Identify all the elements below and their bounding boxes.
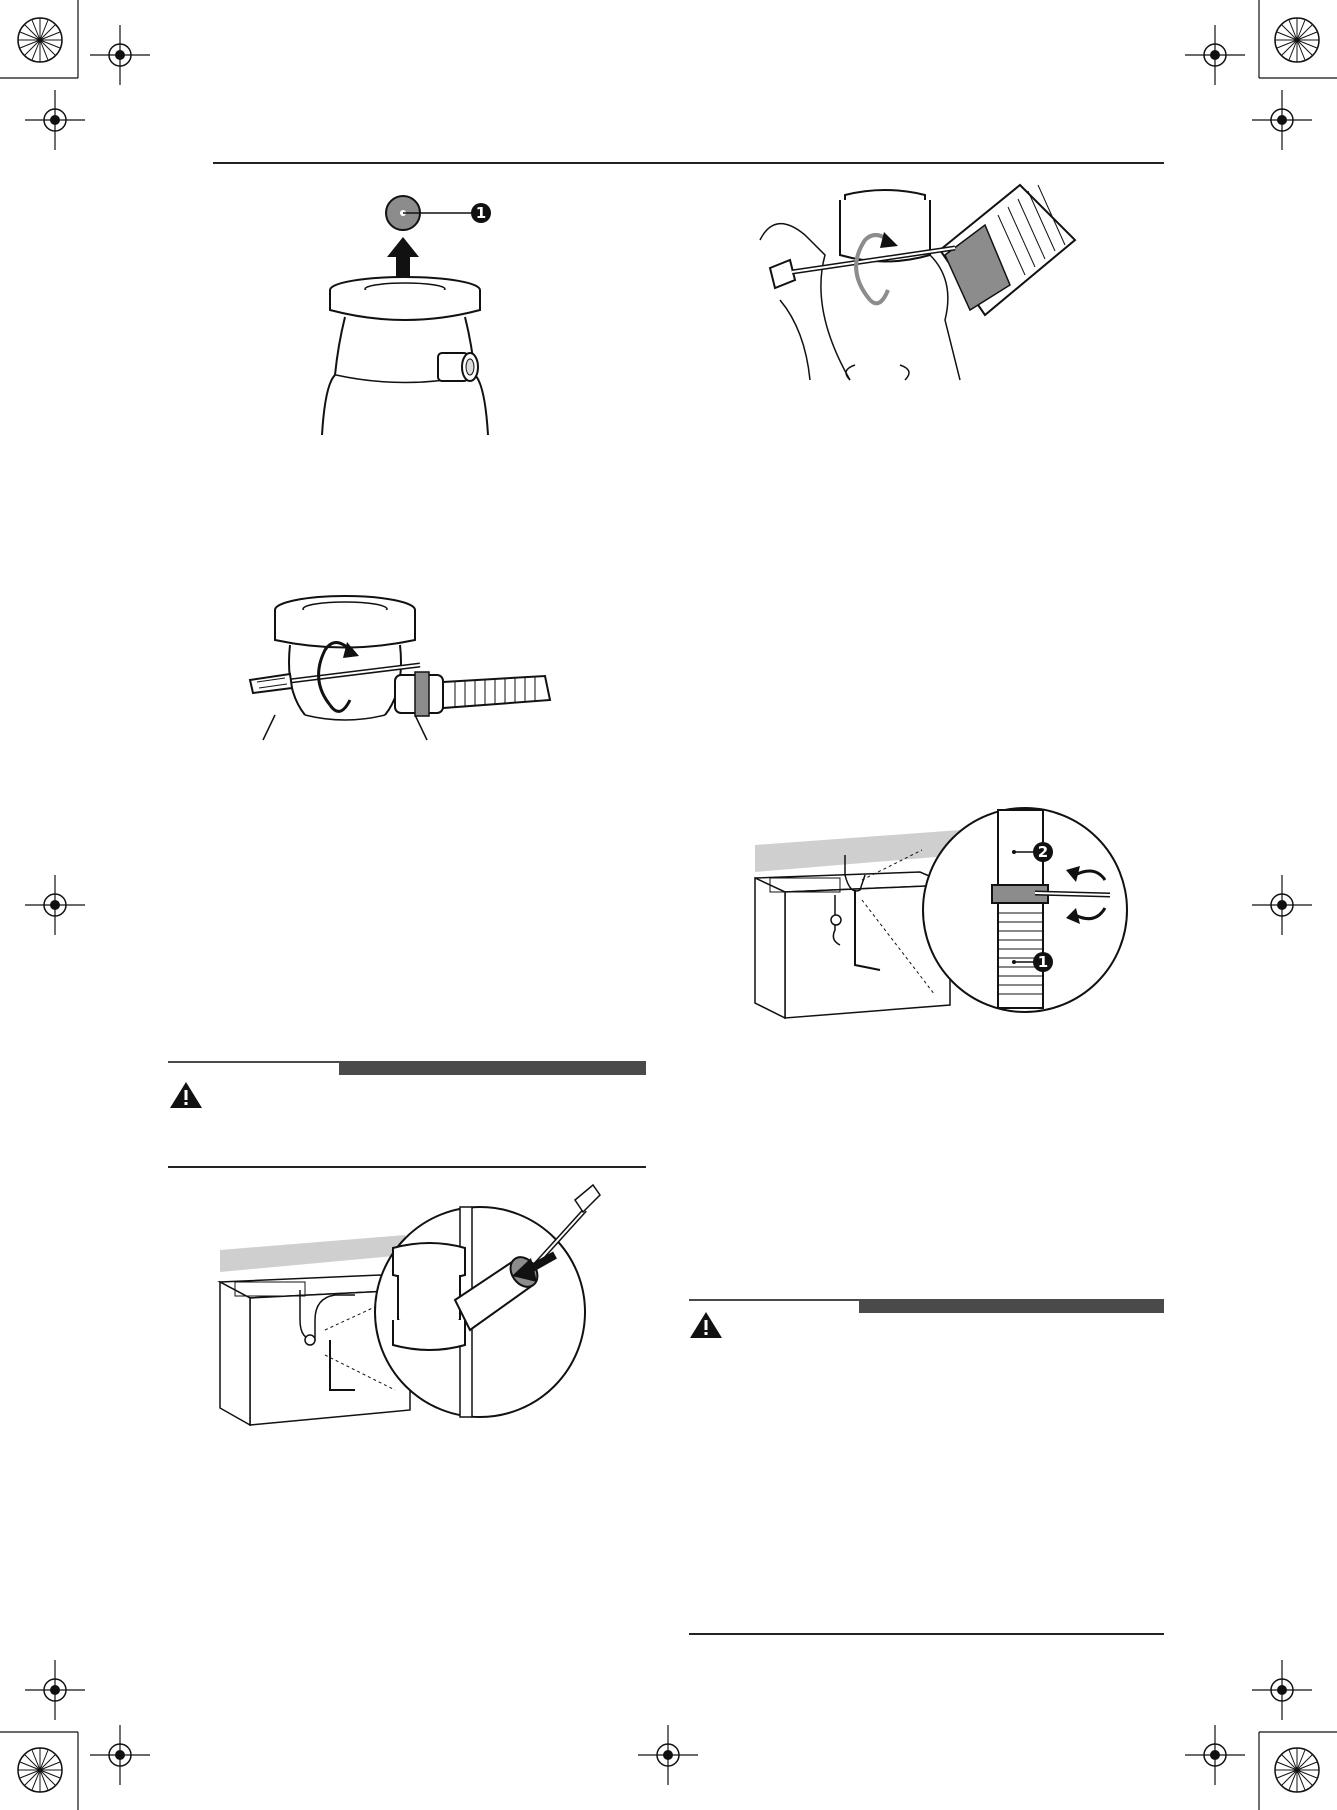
svg-text:1: 1 — [1037, 953, 1049, 971]
up-arrow-icon — [387, 237, 419, 277]
warning-bottom-rule — [689, 1633, 1164, 1635]
header-rule — [213, 162, 1164, 164]
figure-disposal-clamp — [245, 590, 555, 750]
svg-text:2: 2 — [1037, 843, 1049, 861]
figure-disposal-knockout — [310, 185, 570, 425]
warning-top-rule — [689, 1299, 859, 1301]
callout-1 — [1033, 952, 1053, 972]
callout-1 — [471, 203, 491, 223]
figure-sink-tailpiece-knockout — [215, 1190, 595, 1440]
warning-header-bar — [859, 1299, 1164, 1313]
warning-bottom-rule — [168, 1166, 646, 1168]
drain-hose — [395, 672, 550, 716]
drain-hose — [940, 185, 1075, 315]
warning-triangle-icon — [169, 1080, 203, 1110]
figure-sink-drain-connection — [750, 800, 1170, 1020]
warning-triangle-icon — [689, 1310, 723, 1340]
warning-header-bar — [339, 1061, 646, 1075]
figure-pipe-clamp — [770, 190, 1080, 390]
warning-top-rule — [168, 1061, 339, 1063]
callout-2 — [1033, 842, 1053, 862]
svg-text:1: 1 — [475, 204, 487, 222]
